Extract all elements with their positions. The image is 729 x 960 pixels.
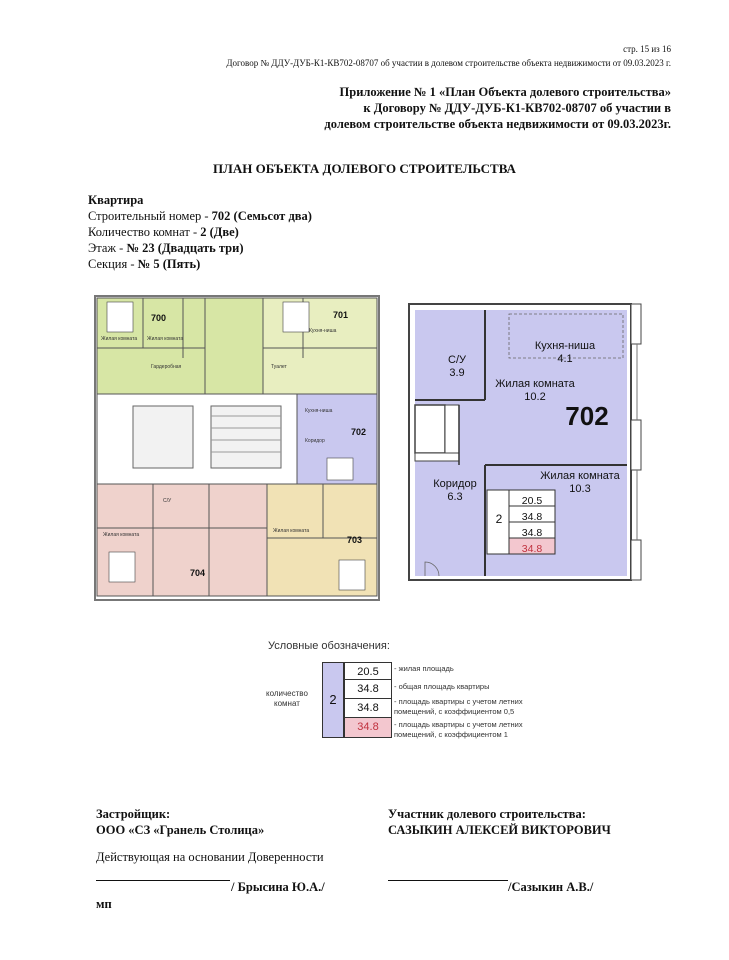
build-number-line [88, 208, 312, 224]
room-kitchen [515, 340, 615, 366]
page-number: стр. 15 из 16 [623, 44, 671, 54]
developer-block [96, 806, 264, 838]
room-living-1-name: Жилая комната [495, 378, 575, 390]
plan-living-label: Жилая комната [101, 336, 138, 342]
legend-box [322, 662, 392, 738]
legend-desc-coef-05-a: - площадь квартиры с учетом летних [394, 697, 523, 706]
developer-heading: Застройщик: [96, 807, 171, 821]
area-table-rooms: 2 [495, 512, 503, 526]
area-table-values [509, 493, 555, 557]
room-kitchen-name: Кухня-ниша [534, 340, 596, 352]
participant-signatory: /Сазыкин А.В./ [508, 880, 594, 894]
area-total: 34.8 [521, 511, 543, 523]
legend-desc-total: - общая площадь квартиры [394, 681, 490, 691]
room-corridor-area: 6.3 [447, 491, 463, 503]
participant-name: САЗЫКИН АЛЕКСЕЙ ВИКТОРОВИЧ [388, 823, 611, 837]
participant-block [388, 806, 611, 838]
section-line [88, 256, 312, 272]
legend-value-coef-1: 34.8 [344, 718, 392, 738]
room-bath-name: С/У [448, 354, 466, 366]
apt-701-area [263, 298, 377, 394]
plan-kitchen-label: Кухня-ниша [309, 328, 337, 334]
legend-value-total: 34.8 [344, 680, 392, 699]
legend-desc-coef-1-a: - площадь квартиры с учетом летних [394, 720, 523, 729]
apt-702-number: 702 [351, 427, 367, 437]
plan-kitchen-label: Кухня-ниша [305, 408, 333, 414]
legend-title: Условные обозначения: [268, 640, 390, 652]
plan-toilet-label: Туалет [271, 364, 287, 370]
section-label: Секция - [88, 257, 138, 271]
room-corridor-name: Коридор [433, 478, 477, 490]
room-living-2-name: Жилая комната [540, 470, 620, 482]
legend-rooms-label-2: комнат [273, 699, 300, 708]
appendix-block [324, 84, 671, 132]
room-bath [435, 354, 479, 380]
room-living-1-area: 10.2 [524, 391, 546, 403]
appendix-line-1: Приложение № 1 «План Объекта долевого строительства» [339, 85, 671, 99]
plan-living-label: Жилая комната [273, 528, 310, 534]
apartment-702-plan [405, 300, 667, 590]
legend-desc-coef-05-b: помещений, с коэффициентом 0,5 [394, 706, 515, 716]
rooms-line [88, 224, 312, 240]
developer-name: ООО «СЗ «Гранель Столица» [96, 823, 265, 837]
appendix-line-2: к Договору № ДДУ-ДУБ-К1-КВ702-08707 об участии в [363, 101, 671, 115]
stamp-place: мп [96, 897, 112, 911]
build-number-value: 702 (Семьсот два) [211, 209, 312, 223]
room-bath-area: 3.9 [449, 367, 465, 379]
developer-basis: Действующая на основании Доверенности [96, 850, 324, 864]
legend-values [344, 662, 392, 738]
contract-reference: Договор № ДДУ-ДУБ-К1-КВ702-08707 об участии в долевом строительстве объекта недвижимости от 09.03.2023 г. [226, 58, 671, 68]
apt-704-number: 704 [190, 568, 206, 578]
developer-signatory: / Брысина Ю.А./ [231, 880, 325, 894]
plan-wardrobe-label: Гардеробная [151, 364, 182, 370]
appendix-line-3: долевом строительстве объекта недвижимости от 09.03.2023г. [324, 117, 671, 131]
apt-701-number: 701 [333, 310, 349, 320]
apartment-info [88, 192, 312, 272]
legend-rooms-count: 2 [329, 692, 337, 707]
room-kitchen-area: 4.1 [557, 353, 573, 365]
floor-value: № 23 (Двадцать три) [126, 241, 244, 255]
apartment-heading: Квартира [88, 193, 144, 207]
legend-rooms-label [266, 689, 308, 709]
legend-descriptions [394, 664, 523, 739]
plan-living-label: Жилая комната [147, 336, 184, 342]
floor-line [88, 240, 312, 256]
rooms-label: Количество комнат - [88, 225, 201, 239]
legend-value-living: 20.5 [344, 662, 392, 680]
apt-703-number: 703 [347, 535, 363, 545]
area-coef-05: 34.8 [521, 527, 543, 539]
build-number-label: Строительный номер - [88, 209, 212, 223]
legend-rooms-label-1: количество [266, 689, 308, 698]
room-living-2-area: 10.3 [569, 483, 591, 495]
legend-value-coef-05: 34.8 [344, 699, 392, 718]
legend-desc-coef-1-b: помещений, с коэффициентом 1 [394, 729, 508, 739]
floor-label: Этаж - [88, 241, 127, 255]
page-title: ПЛАН ОБЪЕКТА ДОЛЕВОГО СТРОИТЕЛЬСТВА [213, 161, 516, 176]
developer-signature-line [96, 880, 230, 881]
plan-bath-label: С/У [163, 498, 172, 504]
rooms-value: 2 (Две) [200, 225, 239, 239]
section-value: № 5 (Пять) [137, 257, 201, 271]
plan-corridor-label: Коридор [305, 438, 325, 444]
participant-heading: Участник долевого строительства: [388, 807, 586, 821]
room-corridor [425, 478, 485, 504]
area-coef-1: 34.8 [521, 543, 543, 555]
plan-living-label: Жилая комната [103, 532, 140, 538]
area-living: 20.5 [521, 495, 543, 507]
participant-signature-line [388, 880, 508, 881]
apartment-702-number: 702 [565, 401, 609, 431]
floor-plan [93, 288, 381, 608]
apt-700-number: 700 [151, 313, 167, 323]
legend-desc-living: - жилая площадь [394, 664, 454, 673]
